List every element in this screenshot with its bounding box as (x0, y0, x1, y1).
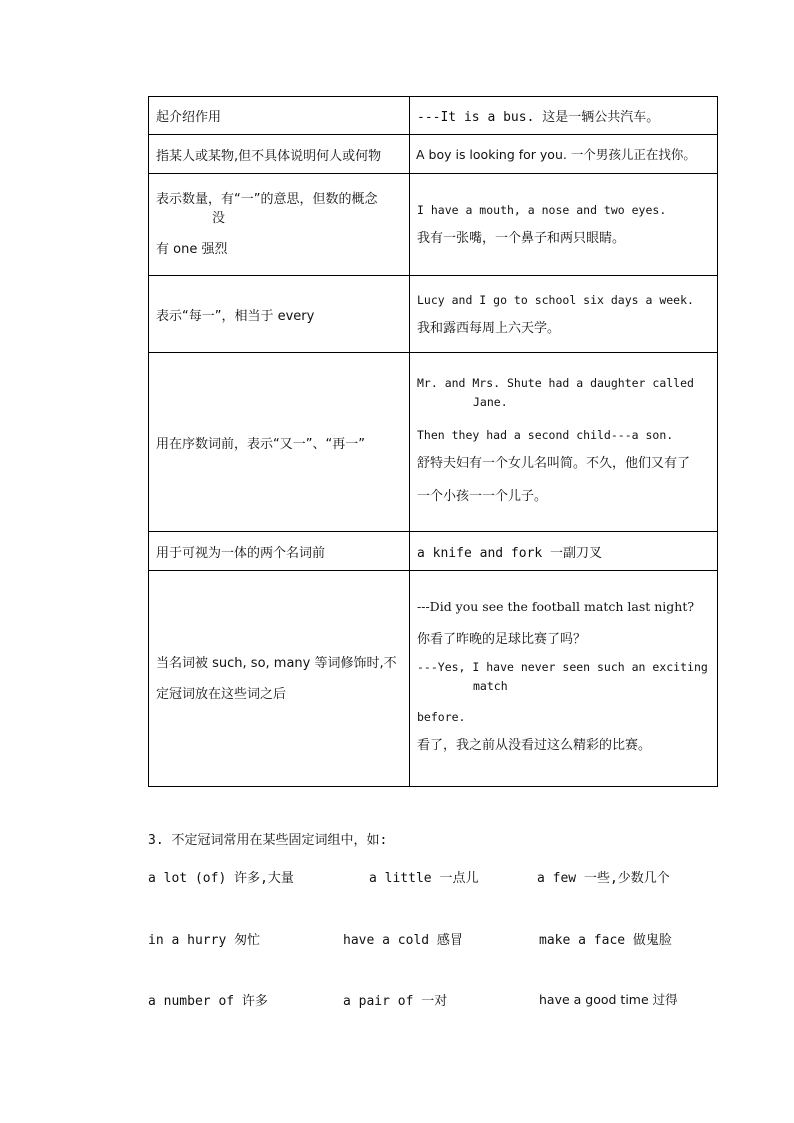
usage-cell (149, 276, 410, 353)
example-cell (410, 174, 718, 276)
example-line: ---It is a bus. 这是一辆公共汽车。 (417, 110, 660, 125)
table-row (149, 353, 718, 532)
usage-text: 用在序数词前，表示“又一”、“再一” (156, 436, 365, 452)
usage-text: 表示数量，有“一”的意思，但数的概念 (156, 192, 378, 207)
usage-cell (149, 571, 410, 787)
phrase-item: have a good time 过得 (539, 992, 678, 1007)
usage-text: 表示“每一”，相当于 every (156, 308, 315, 324)
example-cell (410, 97, 718, 135)
phrase-item: a pair of 一对 (343, 994, 448, 1009)
usage-text: 指某人或某物,但不具体说明何人或何物 (156, 148, 382, 164)
indefinite-article-usage-table (148, 96, 718, 787)
example-line: 我和露西每周上六天学。 (417, 320, 561, 336)
example-line: ---Did you see the football match last night? (417, 599, 695, 614)
usage-cell (149, 174, 410, 276)
table-row (149, 135, 718, 174)
usage-cell (149, 353, 410, 532)
usage-text: 定冠词放在这些词之后 (156, 686, 287, 702)
example-line: 看了，我之前从没看过这么精彩的比赛。 (417, 738, 652, 753)
example-cell (410, 571, 718, 787)
example-line: 舒特夫妇有一个女儿名叫简。不久，他们又有了 (417, 455, 691, 471)
usage-text: 当名词被 such, so, many 等词修饰时,不 (156, 655, 397, 671)
usage-text: 有 one 强烈 (156, 242, 228, 257)
phrase-item: have a cold 感冒 (343, 933, 463, 948)
table-row (149, 571, 718, 787)
example-line: 一个小孩一一个儿子。 (417, 488, 548, 504)
usage-cell (149, 532, 410, 571)
table-row (149, 97, 718, 135)
usage-cell (149, 135, 410, 174)
example-line: Lucy and I go to school six days a week. (417, 292, 694, 307)
table-row (149, 276, 718, 353)
phrase-item: a little 一点儿 (369, 871, 479, 886)
example-line: 你看了昨晚的足球比赛了吗？ (417, 632, 587, 647)
example-cell (410, 276, 718, 353)
example-line: Then they had a second child---a son. (417, 427, 674, 442)
example-line: A boy is looking for you. 一个男孩儿正在找你。 (416, 147, 696, 162)
example-line: Jane. (473, 394, 508, 409)
table-row (149, 174, 718, 276)
phrase-item: in a hurry 匆忙 (148, 933, 261, 948)
usage-text: 起介绍作用 (156, 110, 222, 125)
table-row (149, 532, 718, 571)
example-line: before. (417, 710, 466, 724)
example-cell (410, 532, 718, 571)
example-cell (410, 353, 718, 532)
phrase-item: a number of 许多 (148, 994, 268, 1009)
phrase-item: make a face 做鬼脸 (539, 933, 672, 948)
example-line: Mr. and Mrs. Shute had a daughter called (417, 375, 694, 390)
phrase-item: a few 一些,少数几个 (537, 871, 670, 886)
example-line: I have a mouth, a nose and two eyes. (417, 203, 667, 217)
example-line: ---Yes, I have never seen such an exciting (417, 660, 708, 674)
usage-text: 没 (212, 211, 226, 226)
example-line: match (473, 679, 508, 693)
section-heading: 3. 不定冠词常用在某些固定词组中，如: (148, 833, 388, 848)
usage-text: 用于可视为一体的两个名词前 (156, 545, 326, 561)
example-cell (410, 135, 718, 174)
example-line: 我有一张嘴，一个鼻子和两只眼睛。 (417, 231, 626, 246)
example-line: a knife and fork 一副刀叉 (417, 545, 603, 561)
phrase-item: a lot (of) 许多,大量 (148, 871, 294, 886)
usage-cell (149, 97, 410, 135)
